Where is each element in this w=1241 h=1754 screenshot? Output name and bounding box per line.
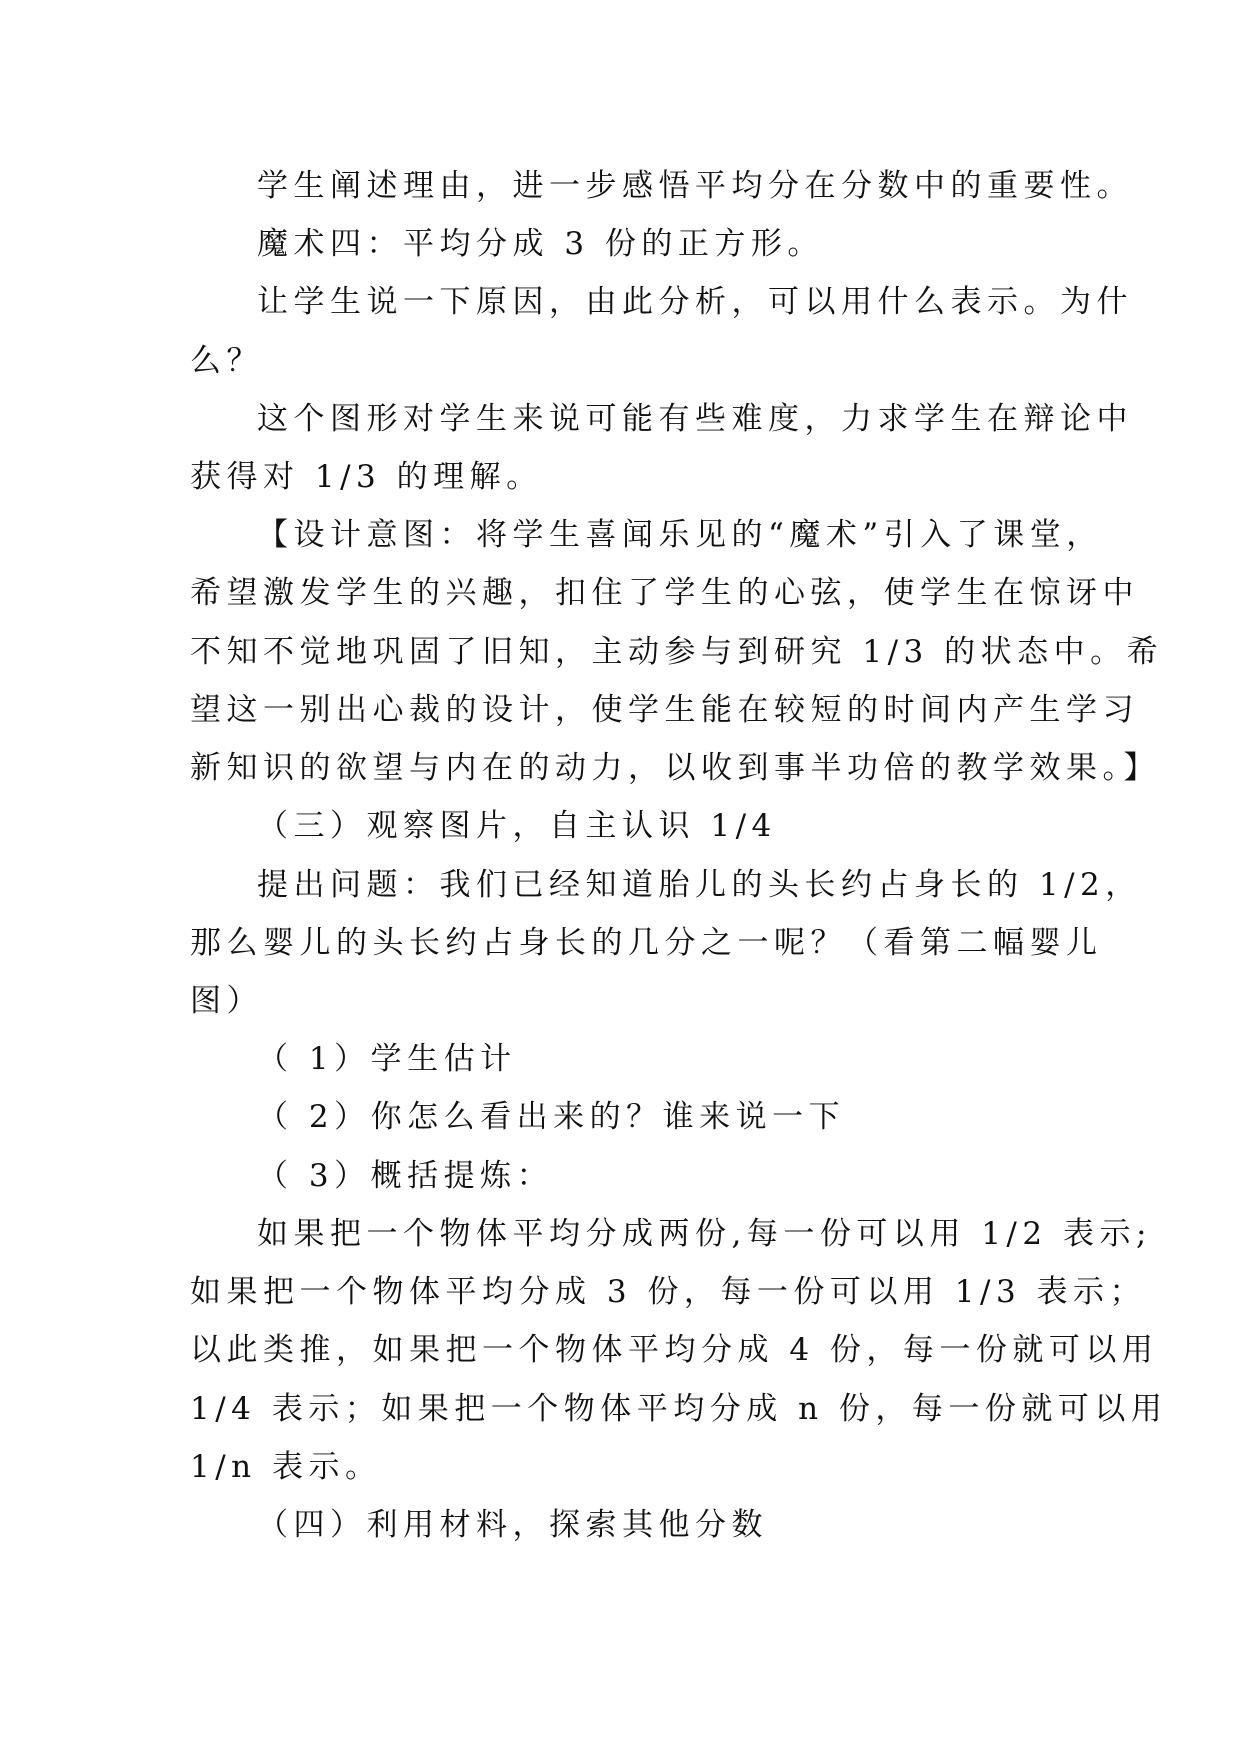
paragraph-line: 如果把一个物体平均分成 3 份，每一份可以用 1/3 表示； [190, 1274, 1147, 1310]
paragraph-line: 么？ [190, 343, 263, 379]
paragraph-line: 魔术四：平均分成 3 份的正方形。 [257, 226, 824, 262]
paragraph-line: 让学生说一下原因，由此分析，可以用什么表示。为什 [257, 284, 1133, 320]
paragraph-line: 以此类推，如果把一个物体平均分成 4 份，每一份就可以用 [190, 1332, 1159, 1368]
paragraph-line: 如果把一个物体平均分成两份,每一份可以用 1/2 表示; [257, 1216, 1152, 1252]
section-heading: （三）观察图片，自主认识 1/4 [257, 808, 777, 844]
paragraph-line: 【设计意图：将学生喜闻乐见的“魔术”引入了课堂， [257, 517, 1103, 553]
list-item: （ 1）学生估计 [257, 1041, 517, 1077]
paragraph-line: 那么婴儿的头长约占身长的几分之一呢？（看第二幅婴儿 [190, 925, 1103, 961]
paragraph-line: 图） [190, 983, 263, 1019]
paragraph-line: 希望激发学生的兴趣，扣住了学生的心弦，使学生在惊讶中 [190, 575, 1139, 611]
paragraph-line: 1/n 表示。 [190, 1449, 382, 1485]
list-item: （ 2）你怎么看出来的？谁来说一下 [257, 1099, 846, 1135]
list-item: （ 3）概括提炼： [257, 1158, 554, 1194]
paragraph-line: 新知识的欲望与内在的动力，以收到事半功倍的教学效果。】 [190, 750, 1160, 786]
paragraph-line: 这个图形对学生来说可能有些难度，力求学生在辩论中 [257, 401, 1133, 437]
paragraph-line: 获得对 1/3 的理解。 [190, 459, 543, 495]
section-heading: （四）利用材料，探索其他分数 [257, 1507, 768, 1543]
paragraph-line: 学生阐述理由，进一步感悟平均分在分数中的重要性。 [257, 168, 1133, 204]
paragraph-line: 1/4 表示；如果把一个物体平均分成 n 份，每一份就可以用 [190, 1391, 1168, 1427]
paragraph-line: 望这一别出心裁的设计，使学生能在较短的时间内产生学习 [190, 692, 1139, 728]
paragraph-line: 不知不觉地巩固了旧知，主动参与到研究 1/3 的状态中。希 [190, 634, 1164, 670]
paragraph-line: 提出问题：我们已经知道胎儿的头长约占身长的 1/2， [257, 867, 1142, 903]
